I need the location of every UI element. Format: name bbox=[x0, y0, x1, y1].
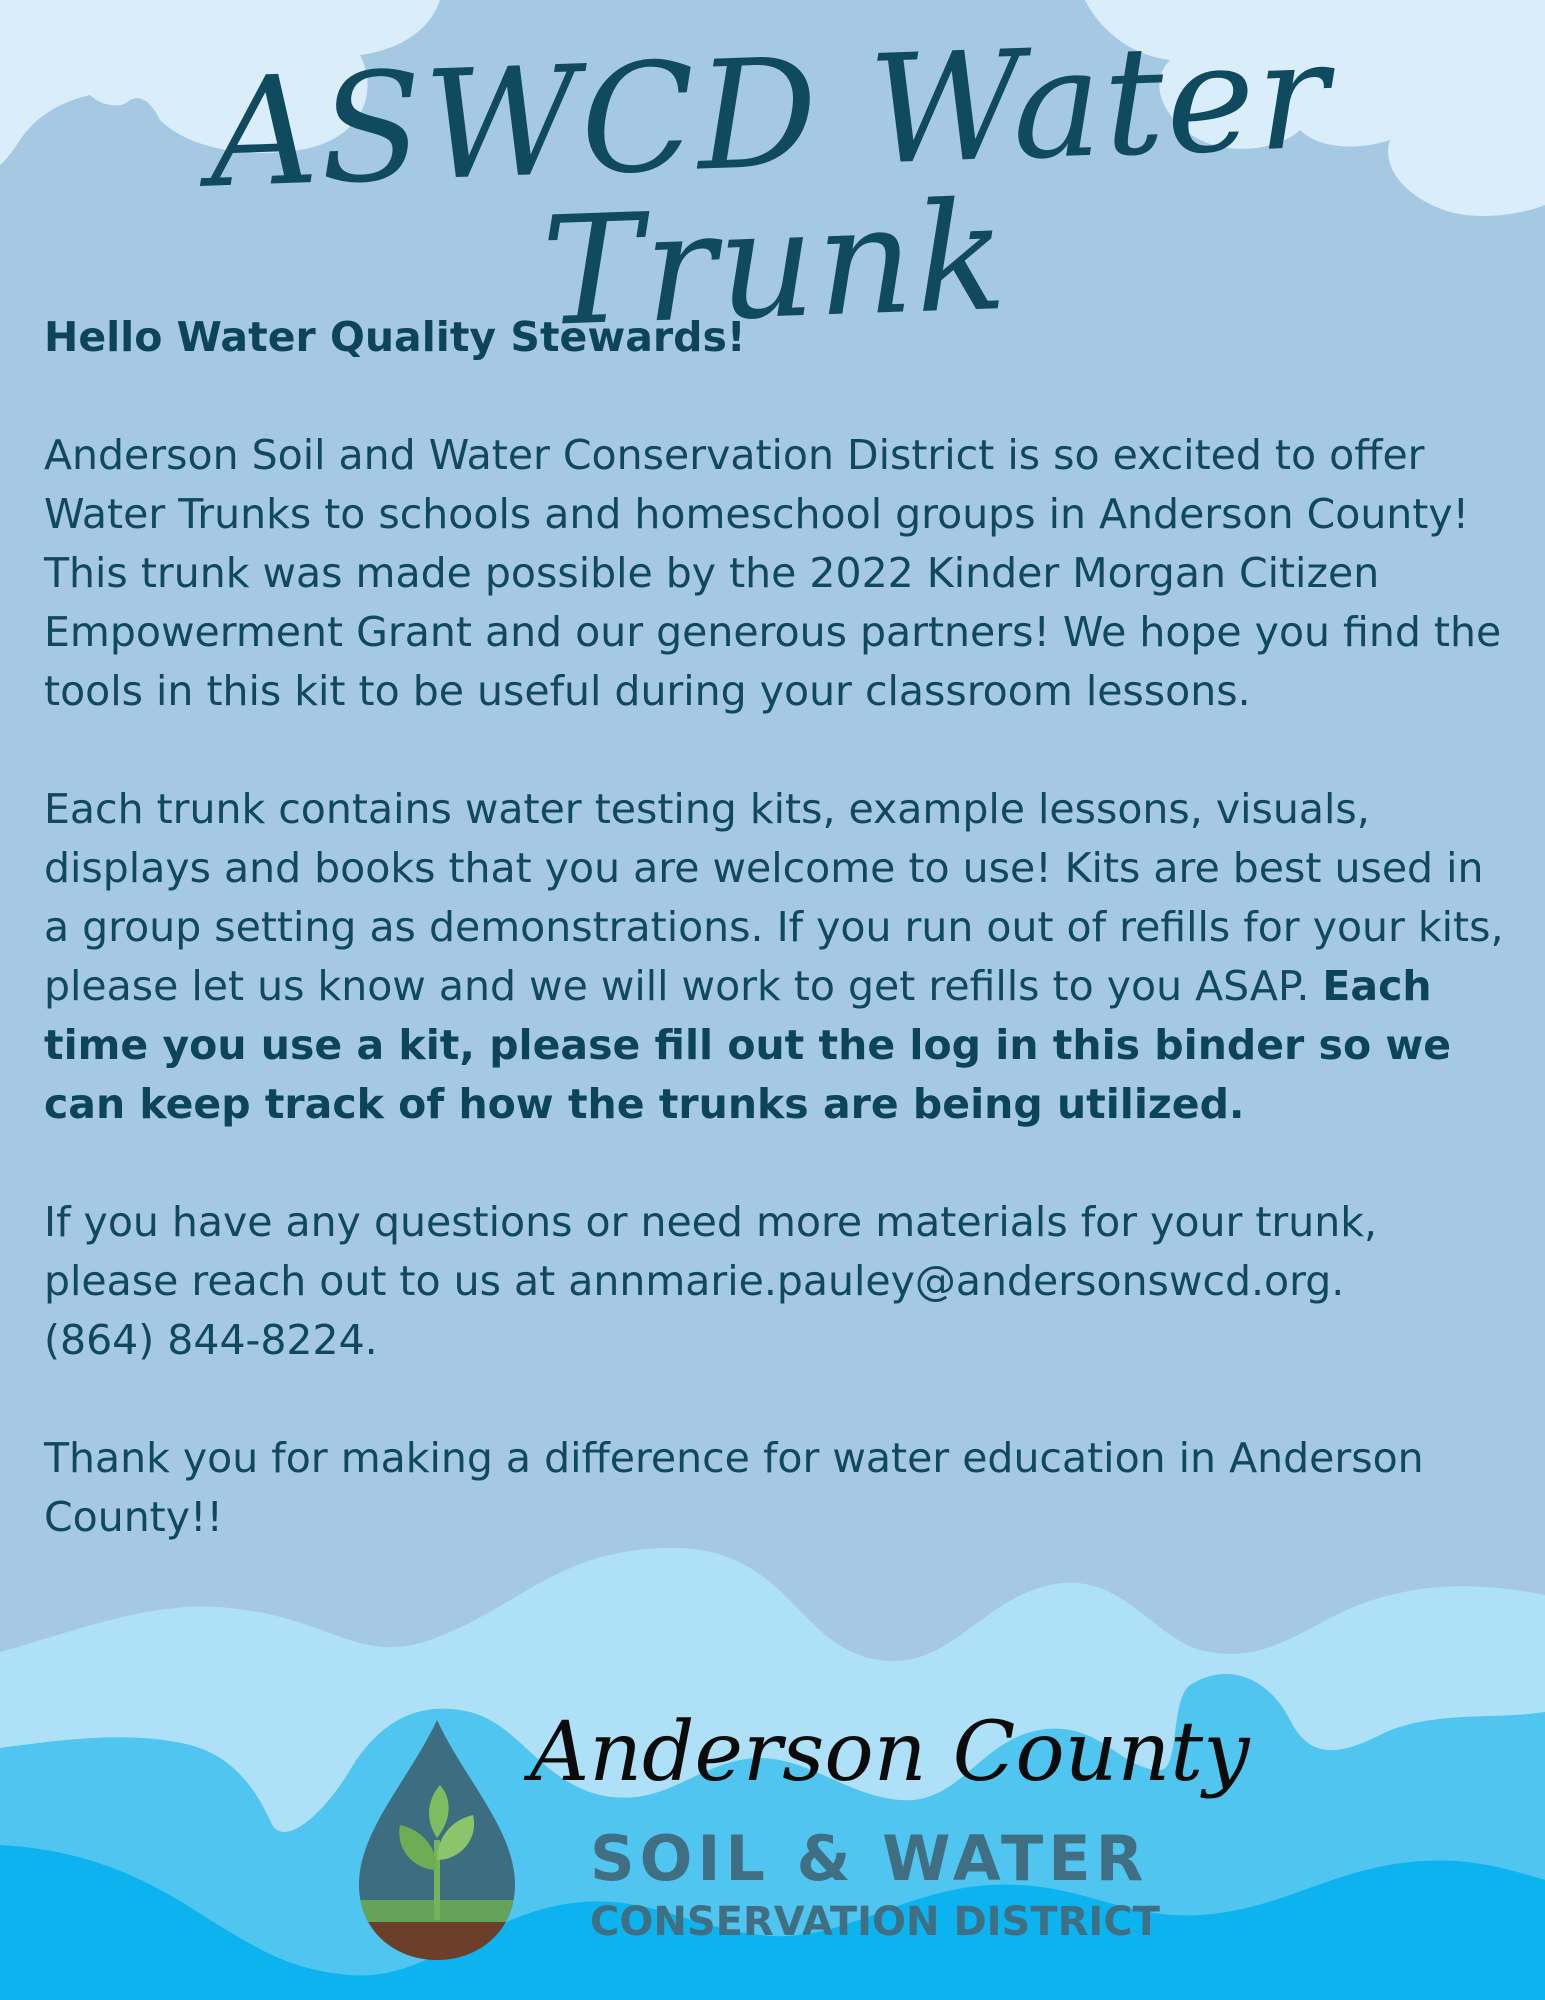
thanks-paragraph: Thank you for making a difference for water education in Anderson County!! bbox=[44, 1434, 1424, 1541]
logo-soil-water: SOIL & WATER bbox=[590, 1822, 1149, 1895]
logo-conservation-district: CONSERVATION DISTRICT bbox=[590, 1899, 1160, 1945]
logo-script-text: Anderson County bbox=[530, 1705, 1250, 1800]
contact-text: If you have any questions or need more materials for your trunk, please reach out to us at annmarie.pauley@andersonswcd.org. bbox=[44, 1198, 1378, 1305]
page-title: ASWCD Water Trunk bbox=[206, 8, 1334, 361]
intro-paragraph: Anderson Soil and Water Conservation District is so excited to offer Water Trunks to schools and homeschool groups in Anderson County! This trunk was made possible by the 2022 Kinder Morgan Citizen Empowerment Grant and our generous partners! We hope you find the tools in this kit to be useful during your classroom lessons. bbox=[44, 431, 1502, 715]
greeting: Hello Water Quality Stewards! bbox=[44, 313, 746, 361]
contents-emphasis: Each time you use a kit, please fill out the log in this binder so we can keep track of how the trunks are being utilized. bbox=[44, 962, 1452, 1128]
district-logo bbox=[355, 1705, 1250, 1960]
phone-number: (864) 844-8224. bbox=[44, 1316, 378, 1364]
contents-paragraph bbox=[44, 780, 1514, 1134]
water-drop-sprout-icon bbox=[355, 1720, 520, 1960]
contact-paragraph bbox=[44, 1193, 1514, 1370]
letter-body bbox=[44, 308, 1514, 1606]
contents-text: Each trunk contains water testing kits, example lessons, visuals, displays and books that you are welcome to use! Kits are best used in a group setting as demonstrations. If you run out of refills for your kits, please let us know and we will work to get refills to you ASAP. bbox=[44, 785, 1504, 1010]
